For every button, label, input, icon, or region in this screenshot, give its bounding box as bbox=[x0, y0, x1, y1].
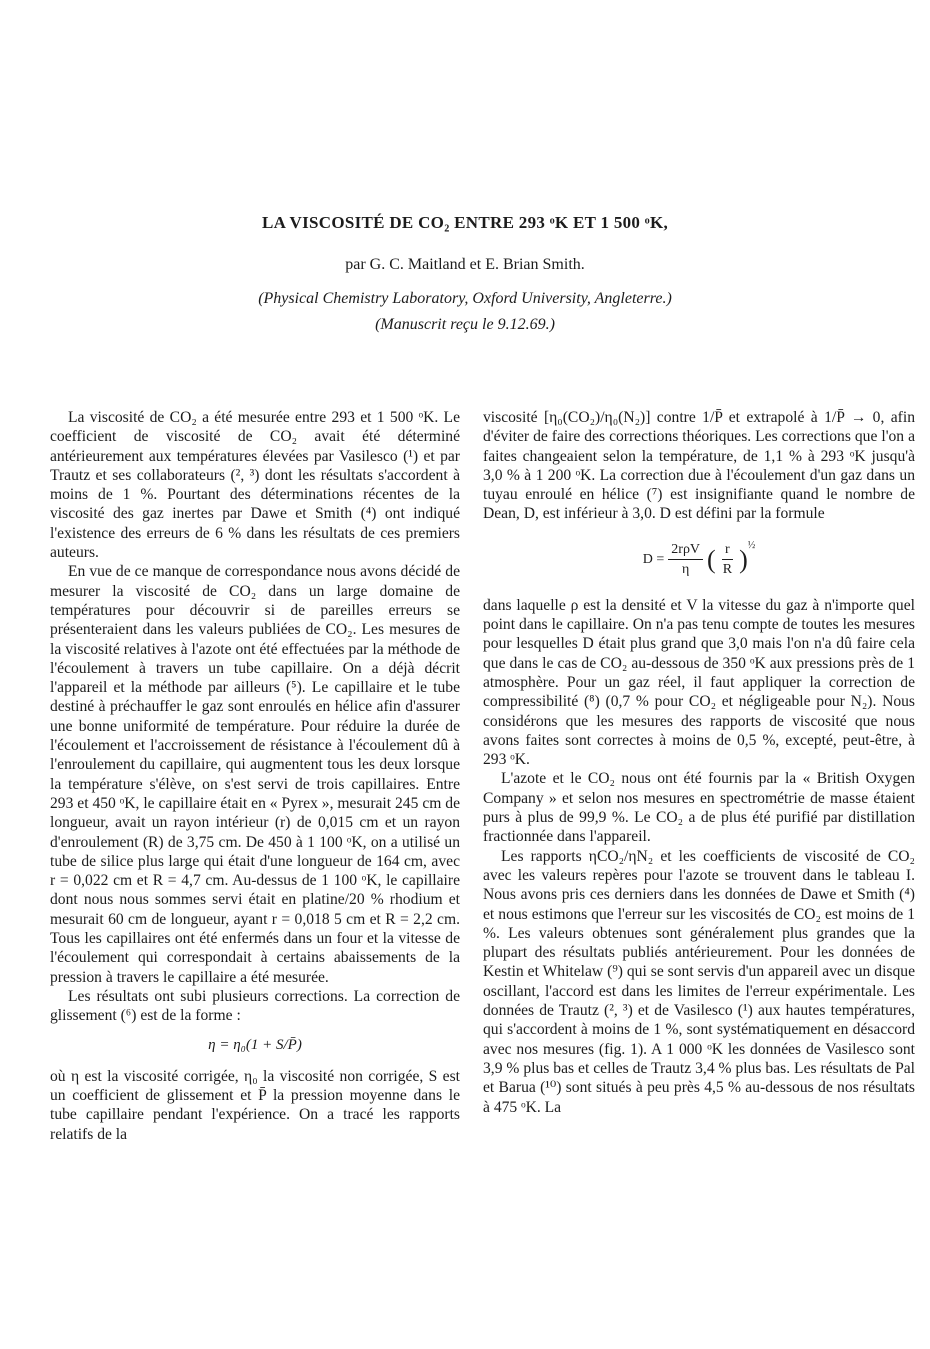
equation-numerator: 2rρV bbox=[668, 540, 703, 560]
article-authors: par G. C. Maitland et E. Brian Smith. bbox=[345, 256, 585, 273]
equation-fraction bbox=[668, 540, 703, 580]
equation-denominator: η bbox=[682, 562, 690, 578]
author-affiliation: (Physical Chemistry Laboratory, Oxford University, Angleterre.) bbox=[258, 290, 672, 307]
equation-ratio bbox=[720, 540, 735, 580]
paragraph: Les résultats ont subi plusieurs corrections. La correction de glissement (⁶) est de la forme : bbox=[50, 987, 460, 1025]
ratio-numerator: r bbox=[722, 540, 733, 560]
paragraph: Les rapports ηCO₂/ηN₂ et les coefficients de viscosité de CO₂ avec les valeurs repères pour l'azote se trouvent dans le tableau I. Nous avons pris ces derniers dans les données de Dawe et Smith (⁴) et nous estimons que l'erreur sur les viscosités de CO₂ est moins de 1 %. Les valeurs obtenues sont généralement plus grandes que la plupart des résultats publiés antérieurement. Pour les données de Kestin et Whitelaw (⁹) qui se sont servis d'un appareil avec un disque oscillant, l'accord est dans les limites de l'erreur expérimentale. Les données de Trautz (², ³) et de Vasilesco (¹) aux hautes températures, qui s'accordent à moins de 1 %, sont systématiquement en désaccord avec nos mesures (fig. 1). A 1 000 ᵒK les données de Vasilesco sont 3,9 % plus bas et celles de Trautz 3,4 % plus bas. Les résultats de Pal et Barua (¹⁰) sont situés à peu près 4,5 % au-dessous de nos résultats à 475 ᵒK. La bbox=[483, 847, 915, 1116]
slip-correction-equation: η = η₀(1 + S/P̄) bbox=[208, 1036, 302, 1053]
dean-number-equation: D = $\frac{\text{2rρV}}{\eta}$ ( $\frac{r}{R}$ ) $^{\frac{1}{2}}$ bbox=[483, 532, 915, 588]
paragraph: La viscosité de CO₂ a été mesurée entre 293 et 1 500 ᵒK. Le coefficient de viscosité de CO₂ avait été déterminé antérieurement aux températures élevées par Vasilesco (¹) et par Trautz et ses collaborateurs (², ³) dont les résultats s'accordent à moins de 1 %. Pourtant des déterminations récentes de la viscosité des gaz inertes par Dawe et Smith (⁴) ont indiqué l'existence des erreurs de 6 % dans les résultats de ces premiers auteurs. bbox=[50, 409, 460, 562]
left-text-column bbox=[50, 408, 460, 1144]
paragraph: viscosité [η₀(CO₂)/η₀(N₂)] contre 1/P̄ et extrapolé à 1/P̄ → 0, afin d'éviter de faire des corrections théoriques. Les corrections que l'on a faites changeaient selon la température, de 1,1 % à 293 ᵒK jusqu'à 3,0 % à 1 200 ᵒK. La correction due à l'écoulement d'un gaz dans un tuyau enroulé en hélice (⁷) est insignifiante quand le nombre de Dean, D, est inférieur à 3,0. D est défini par la formule bbox=[483, 409, 915, 523]
article-title: LA VISCOSITÉ DE CO₂ ENTRE 293 ᵒK ET 1 500 ᵒK, bbox=[261, 213, 669, 232]
equation-exponent: ½ bbox=[747, 539, 756, 551]
ratio-denominator: R bbox=[722, 562, 733, 578]
paragraph: dans laquelle ρ est la densité et V la vitesse du gaz à n'importe quel point dans le capillaire. On n'a pas tenu compte de toutes les mesures pour lesquelles D était plus grand que 3,0 mais l'on n'a dû faire cela que dans le cas de CO₂ au-dessous de 350 ᵒK aux pressions près de 1 atmosphère. Pour un gaz réel, il faut appliquer la correction de compressibilité (⁸) (0,7 % pour CO₂ et négligeable pour N₂). Nous considérons que les mesures des rapports de viscosité que nous avons faites sont correctes à moins de 0,5 %, excepté, peut-être, à 293 ᵒK. bbox=[483, 596, 915, 769]
paragraph: où η est la viscosité corrigée, η₀ la viscosité non corrigée, S est un coefficient de glissement et P̄ la pression moyenne dans le tube capillaire pendant l'expérience. On a tracé les rapports relatifs de la bbox=[50, 1067, 460, 1143]
paragraph: L'azote et le CO₂ nous ont été fournis par la « British Oxygen Company » et selon nos mesures en spectrométrie de masse étaient purs à plus de 99,9 %. Le CO₂ a de plus été purifié par distillation fractionnée dans l'appareil. bbox=[483, 770, 915, 846]
right-text-column bbox=[483, 408, 915, 1117]
manuscript-received-date: (Manuscrit reçu le 9.12.69.) bbox=[375, 316, 555, 333]
equation-lhs: D = bbox=[642, 552, 665, 568]
paragraph: En vue de ce manque de correspondance nous avons décidé de mesurer la viscosité de CO₂ dans un large domaine de températures pour découvrir si de pareilles erreurs se présenteraient dans les valeurs publiées de CO₂. Les mesures de la viscosité relatives à l'azote ont été effectuées par la méthode de l'écoulement à travers un tube capillaire. On a déjà décrit l'appareil et la méthode par ailleurs (⁵). Le capillaire et le tube destiné à préchauffer le gaz sont enroulés en hélice afin d'assurer une bonne uniformité de température. Pour réduire la durée de l'écoulement et l'accroissement de résistance à l'écoulement dû à l'enroulement du capillaire, qui augmentent tous les deux lorsque la température s'élève, on s'est servi de trois capillaires. Entre 293 et 450 ᵒK, le capillaire était en « Pyrex », mesurait 245 cm de longueur, avait un rayon intérieur (r) de 0,015 cm et un rayon d'enroulement (R) de 3,75 cm. De 450 à 1 100 ᵒK, on a utilisé un tube de silice plus large qui était d'une longueur de 164 cm, avec r = 0,022 cm et R = 4,7 cm. Au-dessus de 1 100 ᵒK, le capillaire dont nous nous sommes servi était en platine/20 % rhodium et mesurait 60 cm de longueur, ayant r = 0,018 5 cm et R = 2,2 cm. Tous les capillaires ont été enfermés dans un four et la vitesse de l'écoulement qui correspondait à certains abaissements de la pression à travers le capillaire a été mesurée. bbox=[50, 563, 460, 986]
